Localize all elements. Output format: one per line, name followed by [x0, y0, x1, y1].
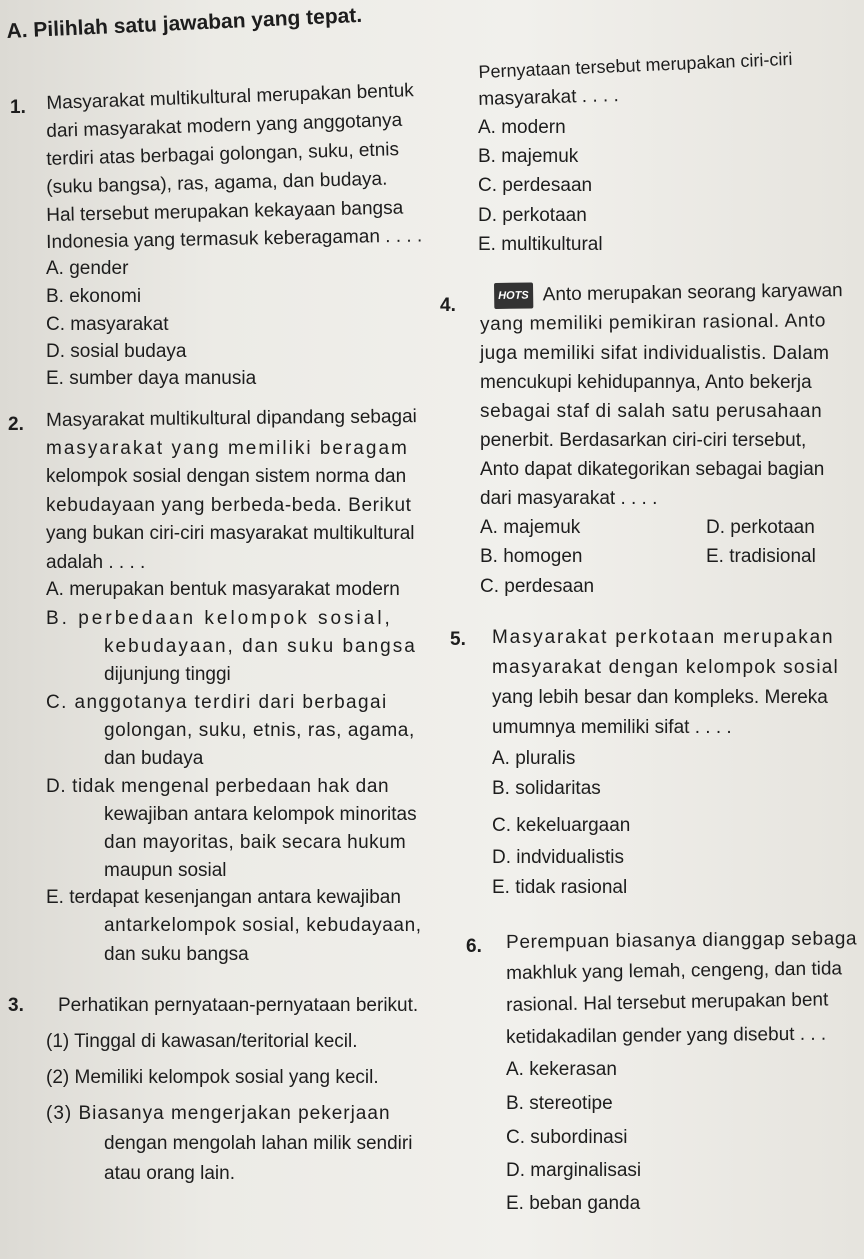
answer-option[interactable]: B. ekonomi [46, 286, 142, 307]
answer-option-continued: dijunjung tinggi [104, 664, 231, 685]
question-stem-line: (suku bangsa), ras, agama, dan budaya. [46, 168, 388, 198]
question-stem-text: Anto merupakan seorang karyawan [542, 280, 843, 306]
answer-option[interactable]: B. perbedaan kelompok sosial, [46, 608, 393, 629]
answer-option[interactable]: A. modern [478, 117, 566, 138]
answer-option[interactable]: C. perdesaan [480, 576, 595, 597]
question-stem-line: kebudayaan yang berbeda-beda. Berikut [46, 495, 412, 516]
question-number: 3. [8, 995, 24, 1016]
answer-option[interactable]: A. kekerasan [506, 1059, 617, 1080]
answer-option[interactable]: E. terdapat kesenjangan antara kewajiban [46, 887, 401, 908]
answer-option[interactable]: A. majemuk [480, 517, 581, 538]
question-stem-line: Perempuan biasanya dianggap sebaga [506, 928, 858, 953]
hots-badge-icon: HOTS [494, 282, 533, 309]
question-number: 2. [8, 414, 24, 435]
question-stem-line: Pernyataan tersebut merupakan ciri-ciri [478, 48, 793, 82]
question-stem-line [494, 279, 843, 311]
answer-option[interactable]: D. perkotaan [478, 205, 587, 226]
question-stem-line: sebagai staf di salah satu perusahaan [480, 401, 823, 422]
question-number: 1. [10, 97, 26, 118]
answer-option-continued: maupun sosial [104, 860, 227, 881]
question-stem-line: masyarakat . . . . [478, 85, 619, 110]
answer-option[interactable]: C. kekeluargaan [492, 815, 631, 836]
answer-option-continued: golongan, suku, etnis, ras, agama, [104, 720, 415, 741]
answer-option-continued: dan budaya [104, 748, 204, 769]
answer-option[interactable]: D. perkotaan [706, 517, 815, 538]
answer-option[interactable]: E. multikultural [478, 234, 603, 255]
answer-option[interactable]: B. homogen [480, 546, 583, 567]
question-stem-line: Masyarakat multikultural merupakan bentuk [46, 80, 415, 114]
section-title: A. Pilihlah satu jawaban yang tepat. [6, 3, 363, 43]
question-stem-line: dari masyarakat . . . . [480, 488, 658, 509]
question-number: 5. [450, 629, 466, 650]
answer-option-continued: dan mayoritas, baik secara hukum [104, 832, 407, 853]
answer-option[interactable]: C. perdesaan [478, 175, 593, 196]
statement-item-continued: dengan mengolah lahan milik sendiri [104, 1133, 413, 1154]
answer-option[interactable]: B. majemuk [478, 146, 579, 167]
question-stem-line: dari masyarakat modern yang anggotanya [46, 109, 403, 142]
question-number: 4. [440, 295, 456, 316]
answer-option[interactable]: E. sumber daya manusia [46, 368, 257, 389]
answer-option[interactable]: E. tidak rasional [492, 877, 628, 898]
answer-option[interactable]: A. pluralis [492, 748, 576, 769]
question-stem-line: yang memiliki pemikiran rasional. Anto [480, 310, 827, 335]
statement-item: (1) Tinggal di kawasan/teritorial kecil. [46, 1031, 358, 1052]
question-stem-line: makhluk yang lemah, cengeng, dan tida [506, 958, 843, 984]
question-stem-line: ketidakadilan gender yang disebut . . . [506, 1023, 827, 1048]
question-stem-line: mencukupi kehidupannya, Anto bekerja [480, 372, 812, 393]
question-number: 6. [466, 936, 482, 957]
answer-option[interactable]: D. marginalisasi [506, 1160, 642, 1181]
statement-item: (3) Biasanya mengerjakan pekerjaan [46, 1103, 391, 1124]
question-stem-line: penerbit. Berdasarkan ciri-ciri tersebut, [480, 430, 807, 451]
question-stem-line: juga memiliki sifat individualistis. Dalam [480, 343, 830, 364]
answer-option[interactable]: C. masyarakat [46, 314, 169, 335]
answer-option[interactable]: E. tradisional [706, 546, 816, 567]
answer-option-continued: kebudayaan, dan suku bangsa [104, 636, 417, 657]
answer-option[interactable]: A. merupakan bentuk masyarakat modern [46, 579, 400, 600]
question-stem-line: Hal tersebut merupakan kekayaan bangsa [46, 197, 404, 226]
answer-option-continued: dan suku bangsa [104, 944, 249, 965]
answer-option[interactable]: B. solidaritas [492, 778, 601, 799]
answer-option[interactable]: D. tidak mengenal perbedaan hak dan [46, 776, 390, 797]
question-stem-line: yang bukan ciri-ciri masyarakat multikultural [46, 523, 415, 544]
answer-option[interactable]: C. subordinasi [506, 1127, 628, 1148]
question-stem-line: Masyarakat multikultural dipandang sebagai [46, 406, 417, 431]
question-stem-line: masyarakat yang memiliki beragam [46, 438, 409, 459]
answer-option-continued: kewajiban antara kelompok minoritas [104, 804, 417, 825]
question-stem-line: masyarakat dengan kelompok sosial [492, 657, 839, 678]
answer-option[interactable]: D. sosial budaya [46, 341, 187, 362]
question-stem-line: Perhatikan pernyataan-pernyataan berikut. [58, 995, 419, 1016]
question-stem-line: Indonesia yang termasuk keberagaman . . . . [46, 225, 423, 253]
answer-option[interactable]: B. stereotipe [506, 1093, 613, 1114]
answer-option[interactable]: A. gender [46, 258, 129, 279]
statement-item-continued: atau orang lain. [104, 1163, 235, 1184]
question-stem-line: adalah . . . . [46, 552, 146, 573]
answer-option-continued: antarkelompok sosial, kebudayaan, [104, 915, 422, 936]
answer-option[interactable]: C. anggotanya terdiri dari berbagai [46, 692, 388, 713]
question-stem-line: terdiri atas berbagai golongan, suku, etnis [46, 139, 400, 170]
answer-option[interactable]: E. beban ganda [506, 1193, 641, 1214]
question-stem-line: Masyarakat perkotaan merupakan [492, 627, 835, 648]
question-stem-line: kelompok sosial dengan sistem norma dan [46, 466, 407, 487]
statement-item: (2) Memiliki kelompok sosial yang kecil. [46, 1067, 379, 1088]
question-stem-line: umumnya memiliki sifat . . . . [492, 717, 732, 738]
question-stem-line: yang lebih besar dan kompleks. Mereka [492, 687, 828, 708]
answer-option[interactable]: D. indvidualistis [492, 847, 624, 868]
question-stem-line: rasional. Hal tersebut merupakan bent [506, 989, 829, 1016]
question-stem-line: Anto dapat dikategorikan sebagai bagian [480, 459, 825, 480]
